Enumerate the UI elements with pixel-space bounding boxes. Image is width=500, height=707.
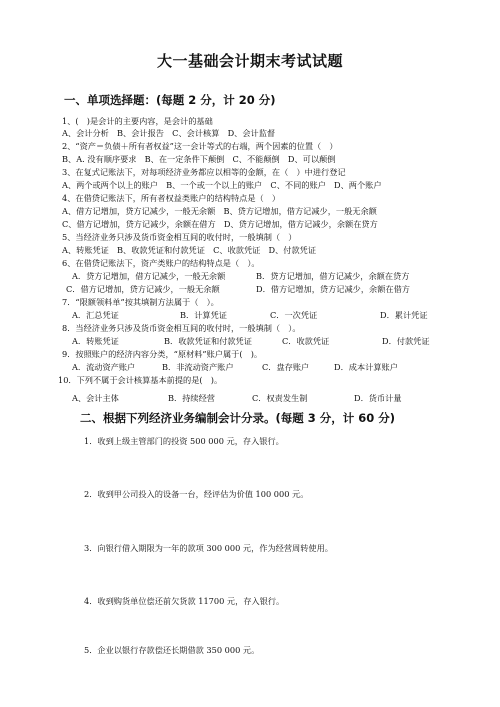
question-line: 9．按照账户的经济内容分类，“原材料”账户属于( )。 <box>62 349 263 359</box>
question-line: C、借方记增加，贷方记减少，余额在借方 D、贷方记增加，借方记减少，余额在贷方 <box>62 219 378 229</box>
option-text: C．权责发生制 <box>252 393 308 403</box>
option-text: C．收款凭证 <box>282 336 330 346</box>
entry-item: 5．企业以银行存款偿还长期借款 350 000 元。 <box>84 645 260 655</box>
option-text: D．借方记增加，贷方记减少，余额在借方 <box>256 284 410 294</box>
question-line: 5、当经济业务只涉及货币资金相互间的收付时，一般填制（ ） <box>62 232 297 242</box>
page-title: 大一基础会计期末考试试题 <box>156 52 343 70</box>
option-text: A、会计主体 <box>72 393 119 403</box>
entry-item: 4．收到购货单位偿还前欠货款 11700 元，存入银行。 <box>84 596 285 606</box>
option-text: D．累计凭证 <box>380 310 428 320</box>
question-line: 3、在复式记账法下，对每项经济业务都应以相等的金额，在（ ）中进行登记 <box>62 167 346 177</box>
entry-item: 2．收到甲公司投入的设备一台，经评估为价值 100 000 元。 <box>84 489 309 499</box>
question-line: 6、在借贷记账法下，资产类账户的结构特点是（ ）。 <box>62 258 260 268</box>
question-line: 7．“限额领料单”按其填制方法属于（ ）。 <box>62 297 219 307</box>
question-line: 10．下列不属于会计核算基本前提的是( )。 <box>58 375 223 385</box>
option-text: B．贷方记增加，借方记减少，余额在贷方 <box>256 271 410 281</box>
option-text: C．借方记增加，贷方记减少，一般无余额 <box>66 284 220 294</box>
option-text: D．付款凭证 <box>382 336 430 346</box>
option-text: A．流动资产账户 <box>72 362 136 372</box>
section-1-heading: 一、单项选择题：(每题 2 分，计 20 分) <box>64 93 276 107</box>
question-line: B、A. 没有顺序要求 B、在一定条件下颠倒 C、不能颠倒 D、可以颠倒 <box>62 154 336 164</box>
question-line: A、转账凭证 B、收款凭证和付款凭证 C、收款凭证 D、付款凭证 <box>62 245 317 255</box>
option-text: C．盘存账户 <box>262 362 310 372</box>
question-line: 4、在借贷记账法下，所有者权益类账户的结构特点是（ ） <box>62 193 281 203</box>
question-line: A、两个或两个以上的账户 B、一个或一个以上的账户 C、不同的账户 D、两个账户 <box>62 180 382 190</box>
option-text: D．成本计算账户 <box>334 362 398 372</box>
option-text: D．货币计量 <box>354 393 402 403</box>
entry-item: 1．收到上级主管部门的投资 500 000 元，存入银行。 <box>84 436 284 446</box>
option-text: B．计算凭证 <box>180 310 227 320</box>
option-text: A．汇总凭证 <box>72 310 119 320</box>
question-line: 1、( )是会计的主要内容，是会计的基础 <box>62 116 213 126</box>
section-2-heading: 二、根据下列经济业务编制会计分录。(每题 3 分，计 60 分) <box>80 411 396 425</box>
option-text: B．收款凭证和付款凭证 <box>164 336 252 346</box>
question-line: 2、“资产＝负债＋所有者权益”这一会计等式的右端，两个因素的位置（ ） <box>62 141 338 151</box>
option-text: C．一次凭证 <box>270 310 318 320</box>
entry-item: 3．向银行借入期限为一年的款项 300 000 元，作为经营周转使用。 <box>84 543 333 553</box>
option-text: A．转账凭证 <box>72 336 119 346</box>
question-line: A、借方记增加，贷方记减少，一般无余额 B、贷方记增加，借方记减少，一般无余额 <box>62 206 377 216</box>
question-line: 8．当经济业务只涉及货币资金相互间的收付时，一般填制（ ）。 <box>62 323 301 333</box>
question-line: A、会计分析 B、会计报告 C、会计核算 D、会计监督 <box>62 128 276 138</box>
option-text: B．持续经营 <box>168 393 215 403</box>
option-text: B．非流动资产账户 <box>162 362 234 372</box>
option-text: A．贷方记增加，借方记减少，一般无余额 <box>72 271 226 281</box>
